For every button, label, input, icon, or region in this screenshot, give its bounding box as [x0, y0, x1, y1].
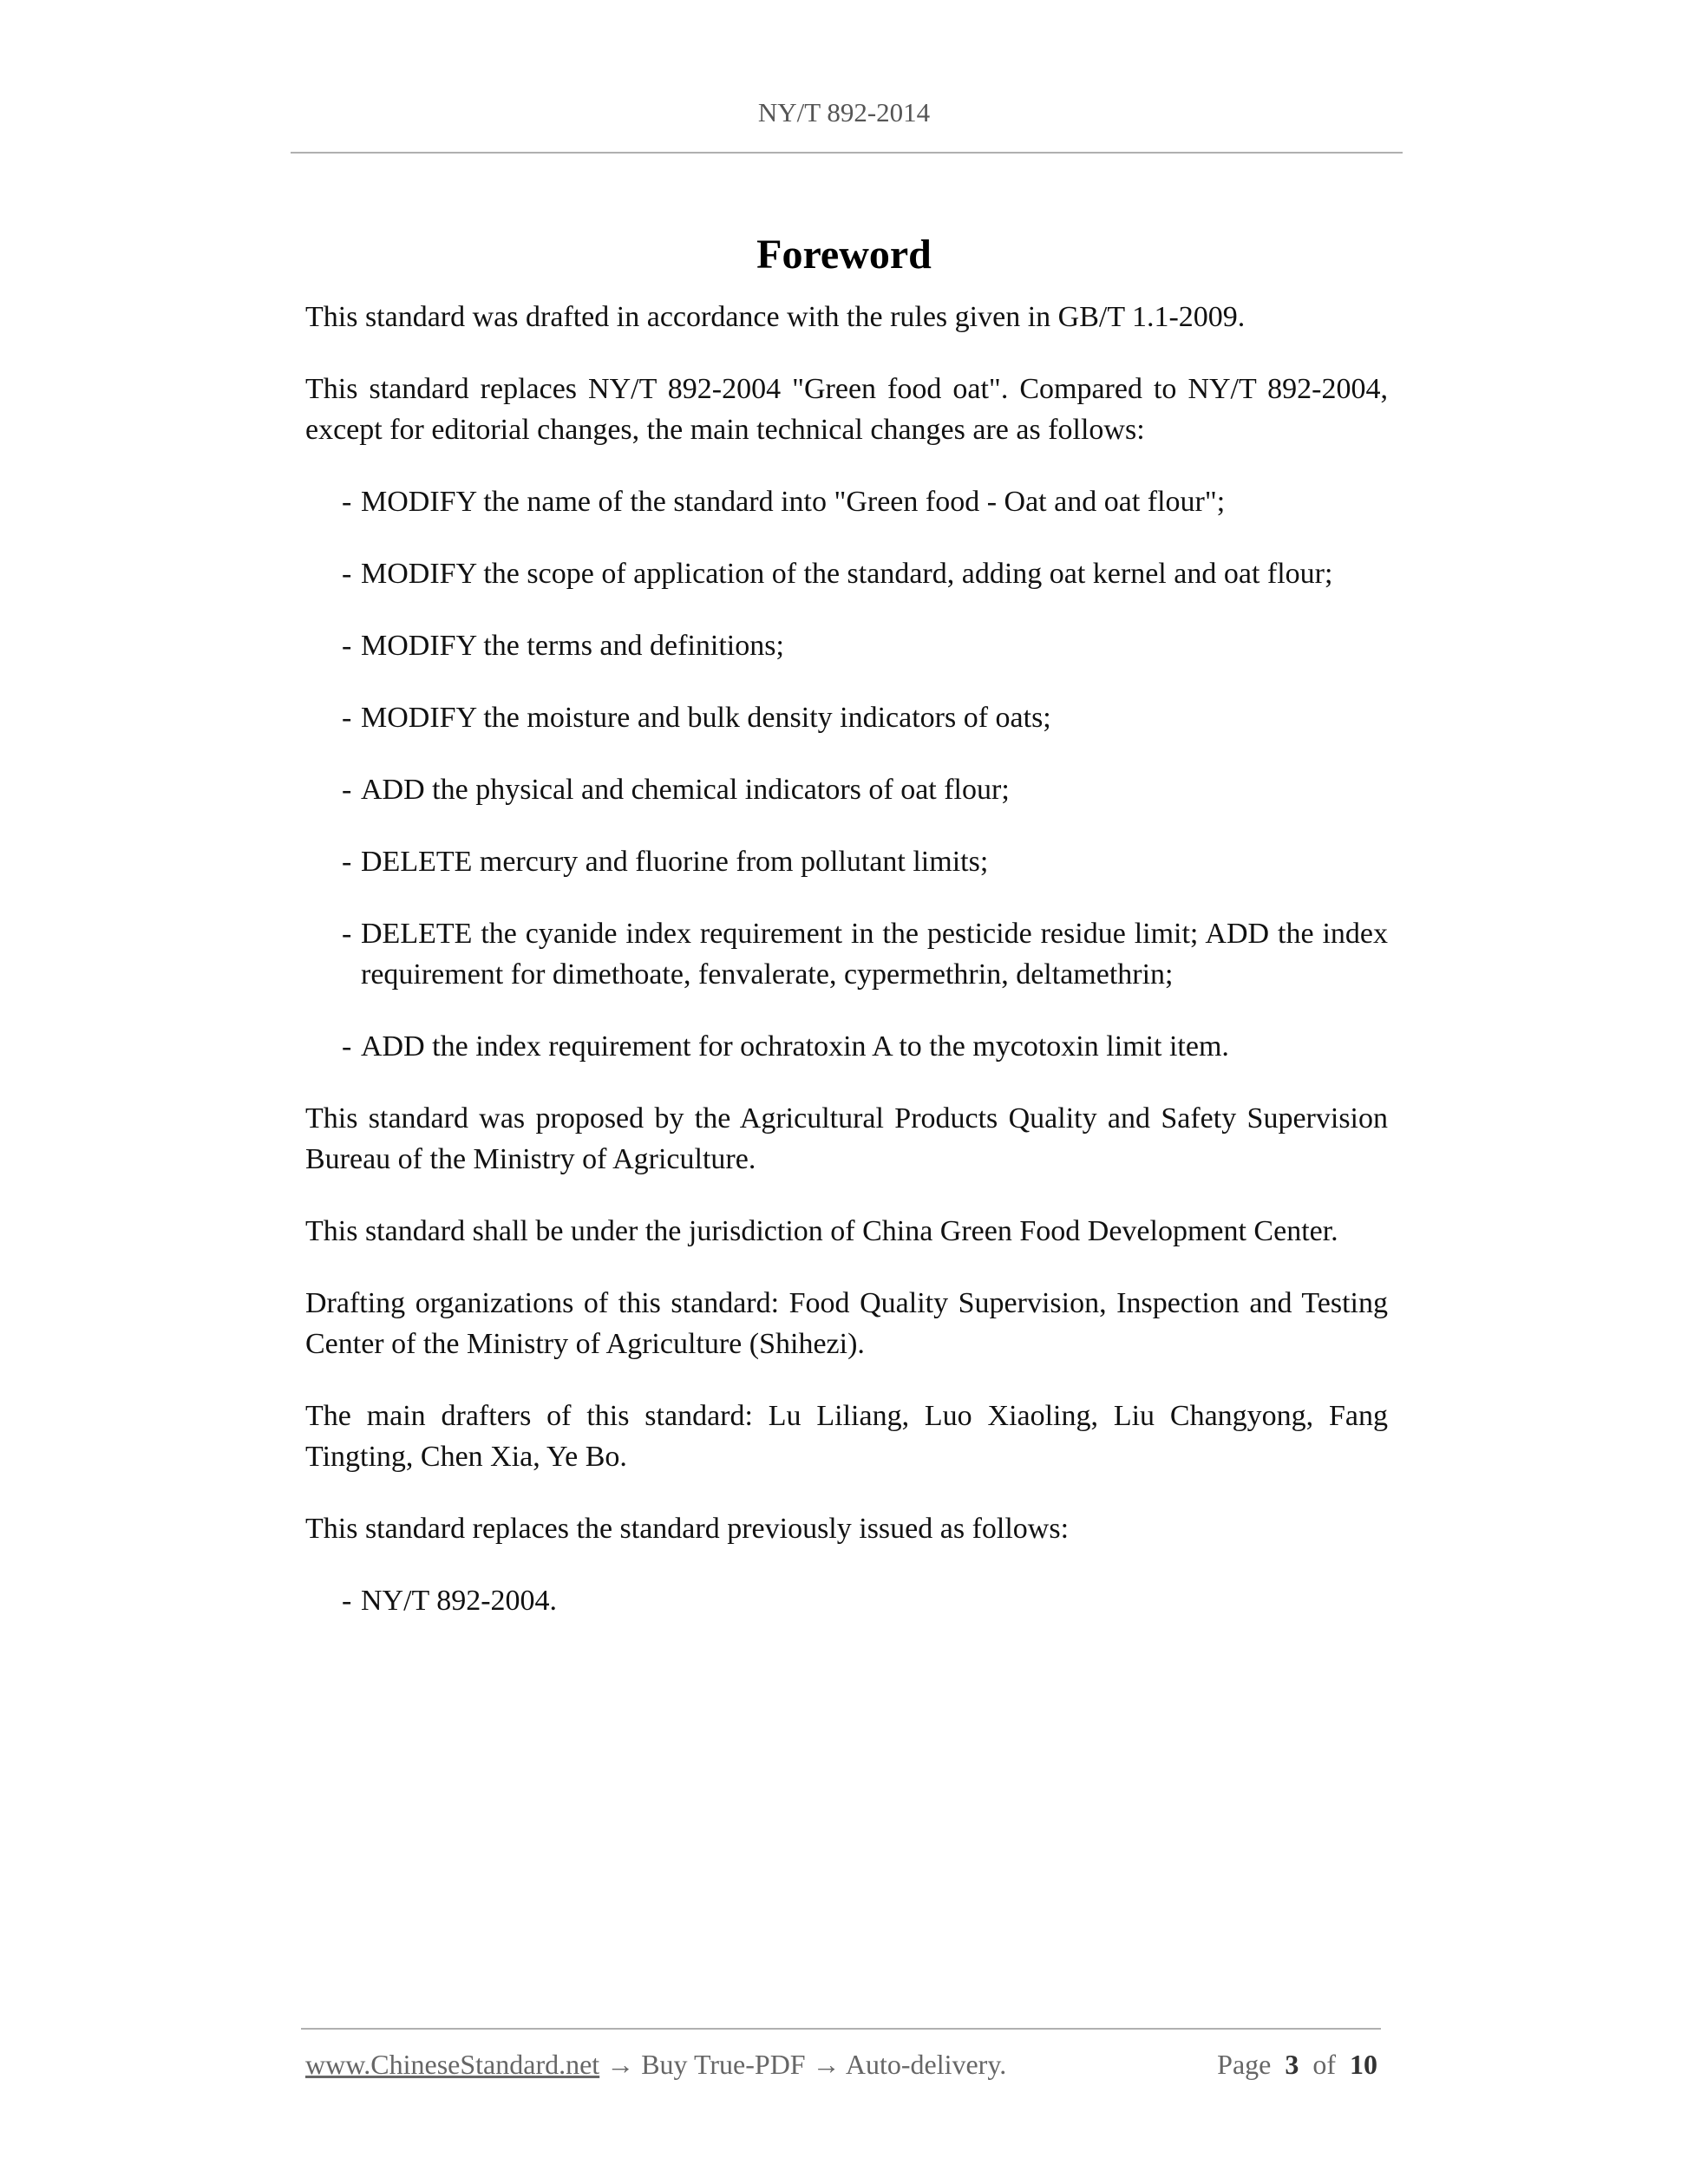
paragraph-drafting-organizations: Drafting organizations of this standard: Food Quality Supervision, Inspection and Testing Center of the Ministry of Agriculture (Shihezi).	[305, 1287, 1388, 1360]
list-item	[305, 769, 1388, 810]
arrow-right-icon: →	[606, 2049, 635, 2080]
list-dash: -	[342, 1030, 352, 1063]
page-title: Foreword	[756, 232, 932, 278]
list-item-text: MODIFY the scope of application of the standard, adding oat kernel and oat flour;	[361, 558, 1333, 590]
list-item	[305, 697, 1388, 738]
buy-pdf-link[interactable]: Buy True-PDF	[641, 2049, 806, 2080]
technical-changes-list	[305, 481, 1388, 1067]
auto-delivery-text: Auto-delivery.	[845, 2049, 1007, 2080]
list-dash: -	[342, 486, 352, 518]
page-current: 3	[1285, 2049, 1299, 2080]
list-item-text: NY/T 892-2004.	[361, 1585, 558, 1617]
site-link[interactable]: www.ChineseStandard.net	[305, 2049, 600, 2080]
paragraph-proposed-by: This standard was proposed by the Agricultural Products Quality and Safety Supervision Bureau of the Ministry of Agriculture.	[305, 1102, 1388, 1175]
list-item	[305, 553, 1388, 594]
list-dash: -	[342, 1585, 352, 1617]
list-item	[305, 913, 1388, 995]
paragraph-drafting-rules: This standard was drafted in accordance with the rules given in GB/T 1.1-2009.	[305, 301, 1246, 333]
page-of-label: of	[1312, 2049, 1336, 2080]
list-dash: -	[342, 774, 352, 806]
list-dash: -	[342, 918, 352, 950]
page-indicator	[1217, 2049, 1377, 2081]
list-item-text: DELETE mercury and fluorine from pollutant limits;	[361, 846, 989, 878]
list-dash: -	[342, 846, 352, 878]
page-total: 10	[1350, 2049, 1377, 2080]
list-item	[305, 841, 1388, 882]
list-item	[305, 1026, 1388, 1067]
list-dash: -	[342, 558, 352, 590]
list-item-text: ADD the index requirement for ochratoxin A to the mycotoxin limit item.	[361, 1030, 1229, 1063]
list-dash: -	[342, 630, 352, 662]
list-item-text: MODIFY the name of the standard into "Green food - Oat and oat flour";	[361, 486, 1226, 518]
list-item	[305, 481, 1388, 522]
previous-editions-list	[305, 1580, 1388, 1621]
list-item	[305, 1580, 1388, 1621]
paragraph-jurisdiction: This standard shall be under the jurisdiction of China Green Food Development Center.	[305, 1215, 1338, 1247]
paragraph-main-drafters: The main drafters of this standard: Lu Liliang, Luo Xiaoling, Liu Changyong, Fang Tingting, Chen Xia, Ye Bo.	[305, 1400, 1388, 1473]
paragraph-replaces: This standard replaces NY/T 892-2004 "Green food oat". Compared to NY/T 892-2004, except for editorial changes, the main technical changes are as follows:	[305, 373, 1388, 446]
foreword-body	[305, 297, 1388, 1652]
list-item-text: DELETE the cyanide index requirement in the pesticide residue limit; ADD the index requirement for dimethoate, fenvalerate, cypermethrin, deltamethrin;	[361, 918, 1388, 991]
footer-divider	[301, 2028, 1381, 2030]
arrow-right-icon: →	[812, 2049, 841, 2080]
list-dash: -	[342, 702, 352, 734]
running-header: NY/T 892-2014	[757, 97, 931, 128]
list-item	[305, 625, 1388, 666]
list-item-text: ADD the physical and chemical indicators of oat flour;	[361, 774, 1010, 806]
header-divider	[291, 152, 1403, 154]
footer-links	[305, 2049, 1006, 2081]
list-item-text: MODIFY the terms and definitions;	[361, 630, 784, 662]
page-label: Page	[1217, 2049, 1272, 2080]
paragraph-previous-editions: This standard replaces the standard previously issued as follows:	[305, 1513, 1070, 1545]
list-item-text: MODIFY the moisture and bulk density indicators of oats;	[361, 702, 1051, 734]
